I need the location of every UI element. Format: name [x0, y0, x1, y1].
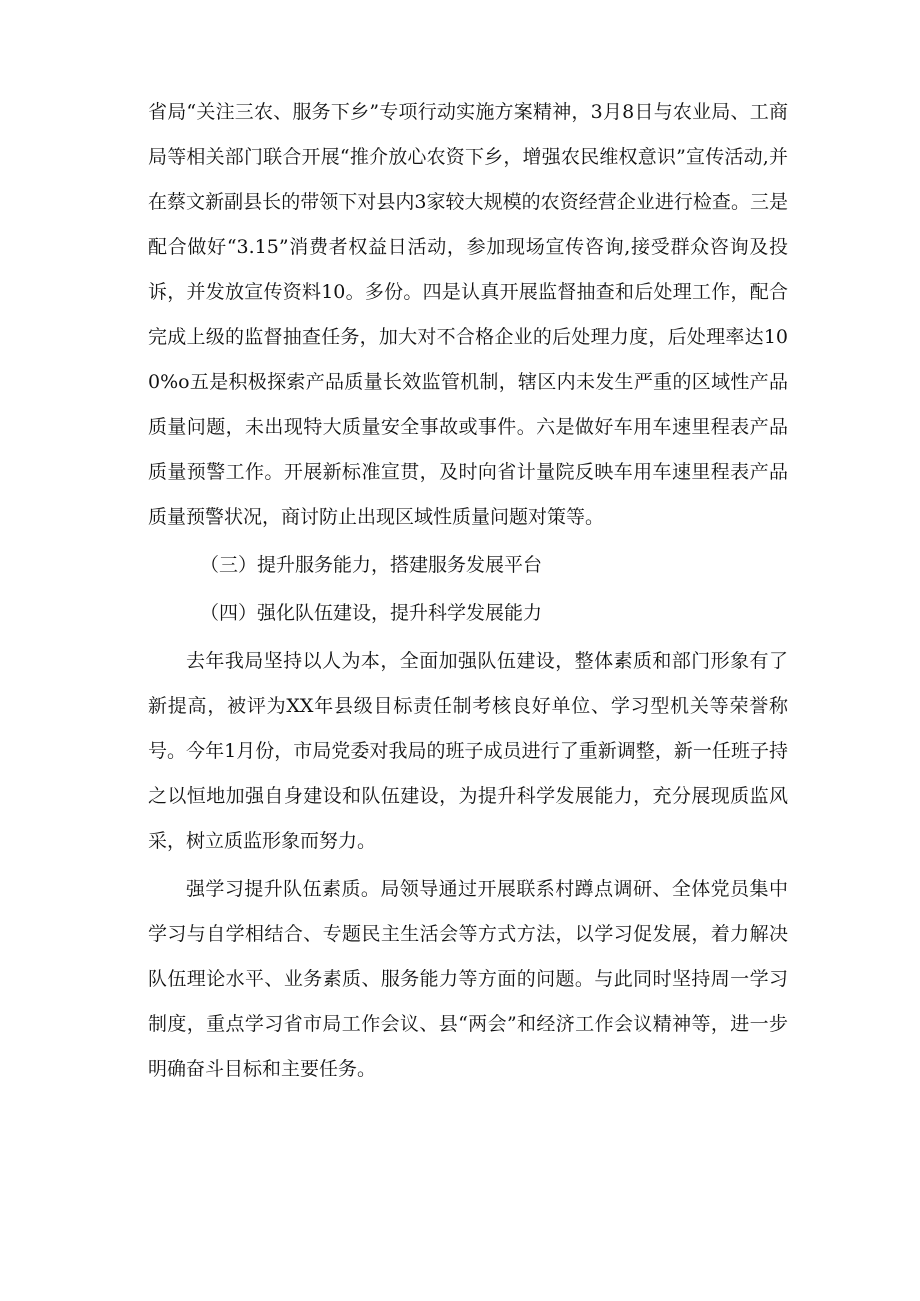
section-heading-four: （四）强化队伍建设，提升科学发展能力	[200, 602, 543, 624]
section-heading-three: （三）提升服务能力，搭建服务发展平台	[200, 554, 543, 576]
document-body	[148, 90, 788, 1092]
paragraph-study-improvement: 强学习提升队伍素质。局领导通过开展联系村蹲点调研、全体党员集中学习与自学相结合、专题民主生活会等方式方法，以学习促发展，着力解决队伍理论水平、业务素质、服务能力等方面的问题。与此同时坚持周一学习制度，重点学习省市局工作会议、县“两会”和经济工作会议精神等，进一步明确奋斗目标和主要任务。	[148, 878, 788, 1080]
paragraph-team-building: 去年我局坚持以人为本，全面加强队伍建设，整体素质和部门形象有了新提高，被评为XX年县级目标责任制考核良好单位、学习型机关等荣誉称号。今年1月份，市局党委对我局的班子成员进行了重新调整，新一任班子持之以恒地加强自身建设和队伍建设，为提升科学发展能力，充分展现质监风采，树立质监形象而努力。	[148, 650, 788, 852]
paragraph-quality-supervision: 省局“关注三农、服务下乡”专项行动实施方案精神，3月8日与农业局、工商局等相关部门联合开展“推介放心农资下乡，增强农民维权意识”宣传活动,并在蔡文新副县长的带领下对县内3家较大规模的农资经营企业进行检查。三是配合做好“3.15”消费者权益日活动，参加现场宣传咨询,接受群众咨询及投诉，并发放宣传资料10。多份。四是认真开展监督抽查和后处理工作，配合完成上级的监督抽查任务，加大对不合格企业的后处理力度，后处理率达100%o五是积极探索产品质量长效监管机制，辖区内未发生严重的区域性产品质量问题，未出现特大质量安全事故或事件。六是做好车用车速里程表产品质量预警工作。开展新标准宣贯，及时向省计量院反映车用车速里程表产品质量预警状况，商讨防止出现区域性质量问题对策等。	[148, 101, 788, 528]
